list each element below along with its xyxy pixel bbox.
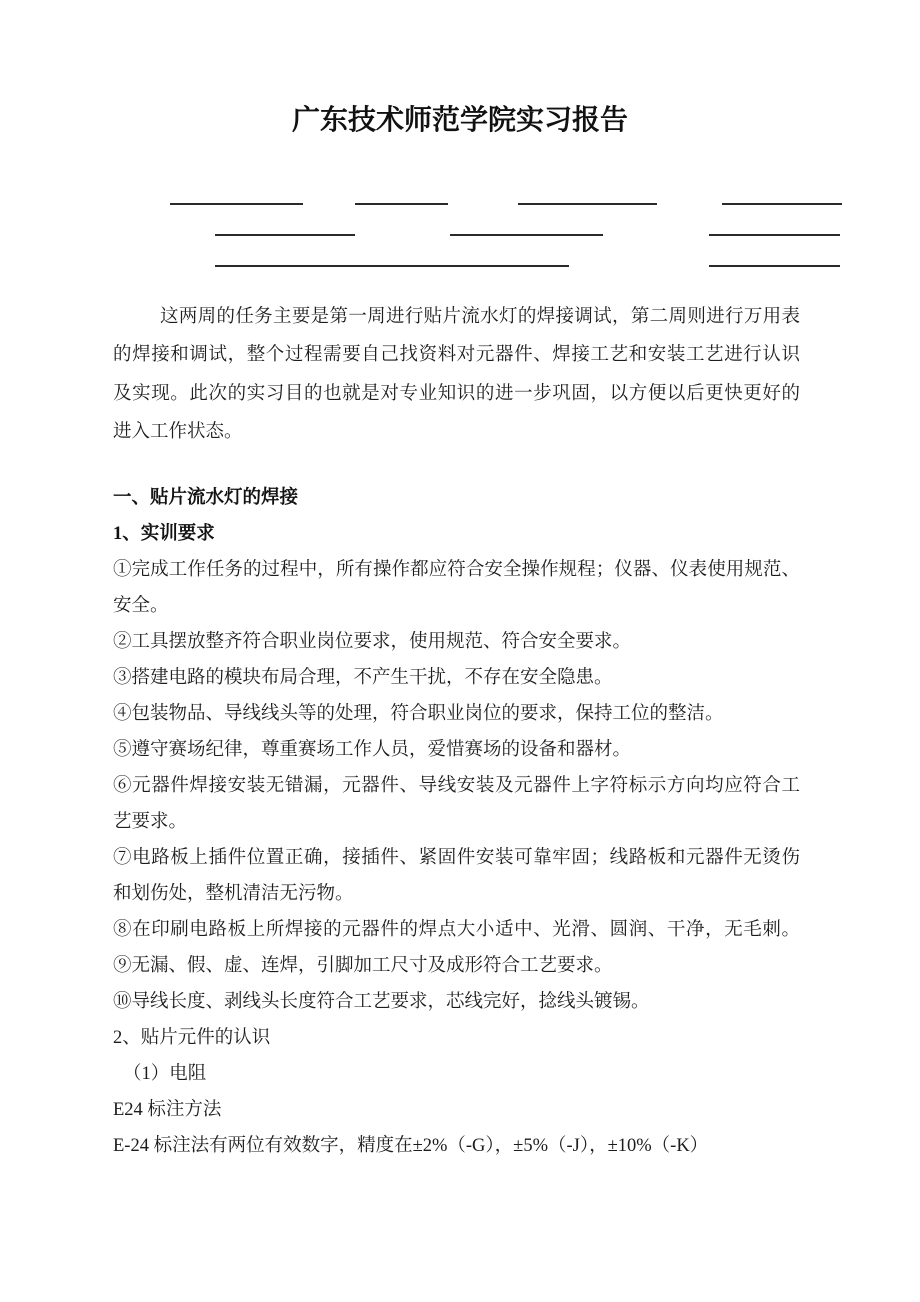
body-line: （1）电阻	[123, 1064, 207, 1084]
requirement-line: ⑧在印刷电路板上所焊接的元器件的焊点大小适中、光滑、圆润、干净，无毛刺。	[113, 920, 800, 940]
requirement-line: 安全。	[113, 596, 169, 616]
body-line: E24 标注方法	[113, 1100, 222, 1120]
requirement-line: ⑨无漏、假、虚、连焊，引脚加工尺寸及成形符合工艺要求。	[113, 956, 613, 976]
section-body	[113, 480, 800, 1164]
intro-line: 这两周的任务主要是第一周进行贴片流水灯的焊接调试，第二周则进行万用表	[160, 307, 800, 327]
body-line: E-24 标注法有两位有效数字，精度在±2%（-G），±5%（-J），±10%（-K）	[113, 1136, 709, 1156]
intro-paragraph	[113, 298, 800, 452]
blank-underline	[722, 203, 842, 205]
blank-underline	[709, 265, 840, 267]
blank-underline	[355, 203, 448, 205]
requirement-line: ③搭建电路的模块布局合理，不产生干扰，不存在安全隐患。	[113, 668, 613, 688]
requirement-line: ⑦电路板上插件位置正确，接插件、紧固件安装可靠牢固；线路板和元器件无烫伤	[113, 848, 800, 868]
requirement-line: 艺要求。	[113, 812, 188, 832]
intro-line: 及实现。此次的实习目的也就是对专业知识的进一步巩固，以方便以后更快更好的	[113, 383, 800, 404]
subsection-heading: 2、贴片元件的认识	[113, 1028, 271, 1048]
blank-underline	[450, 234, 603, 236]
blank-underline	[215, 265, 569, 267]
section-heading: 一、贴片流水灯的焊接	[113, 488, 299, 508]
blank-underline	[518, 203, 657, 205]
requirement-line: ④包装物品、导线线头等的处理，符合职业岗位的要求，保持工位的整洁。	[113, 704, 724, 724]
requirement-line: ⑥元器件焊接安装无错漏，元器件、导线安装及元器件上字符标示方向均应符合工	[113, 776, 800, 796]
requirement-line: ⑩导线长度、剥线头长度符合工艺要求，芯线完好，捻线头镀锡。	[113, 992, 650, 1012]
intro-line: 进入工作状态。	[113, 422, 243, 443]
blank-underline	[215, 234, 355, 236]
intro-line: 的焊接和调试，整个过程需要自己找资料对元器件、焊接工艺和安装工艺进行认识	[113, 345, 800, 366]
requirement-line: ⑤遵守赛场纪律，尊重赛场工作人员，爱惜赛场的设备和器材。	[113, 740, 632, 760]
blank-underline	[170, 203, 303, 205]
requirement-line: ①完成工作任务的过程中，所有操作都应符合安全操作规程；仪器、仪表使用规范、	[113, 560, 800, 580]
requirement-line: 和划伤处，整机清洁无污物。	[113, 884, 354, 904]
subsection-heading: 1、实训要求	[113, 524, 215, 544]
requirement-line: ②工具摆放整齐符合职业岗位要求，使用规范、符合安全要求。	[113, 632, 632, 652]
blank-underline	[709, 234, 840, 236]
page-title: 广东技术师范学院实习报告	[291, 104, 628, 135]
